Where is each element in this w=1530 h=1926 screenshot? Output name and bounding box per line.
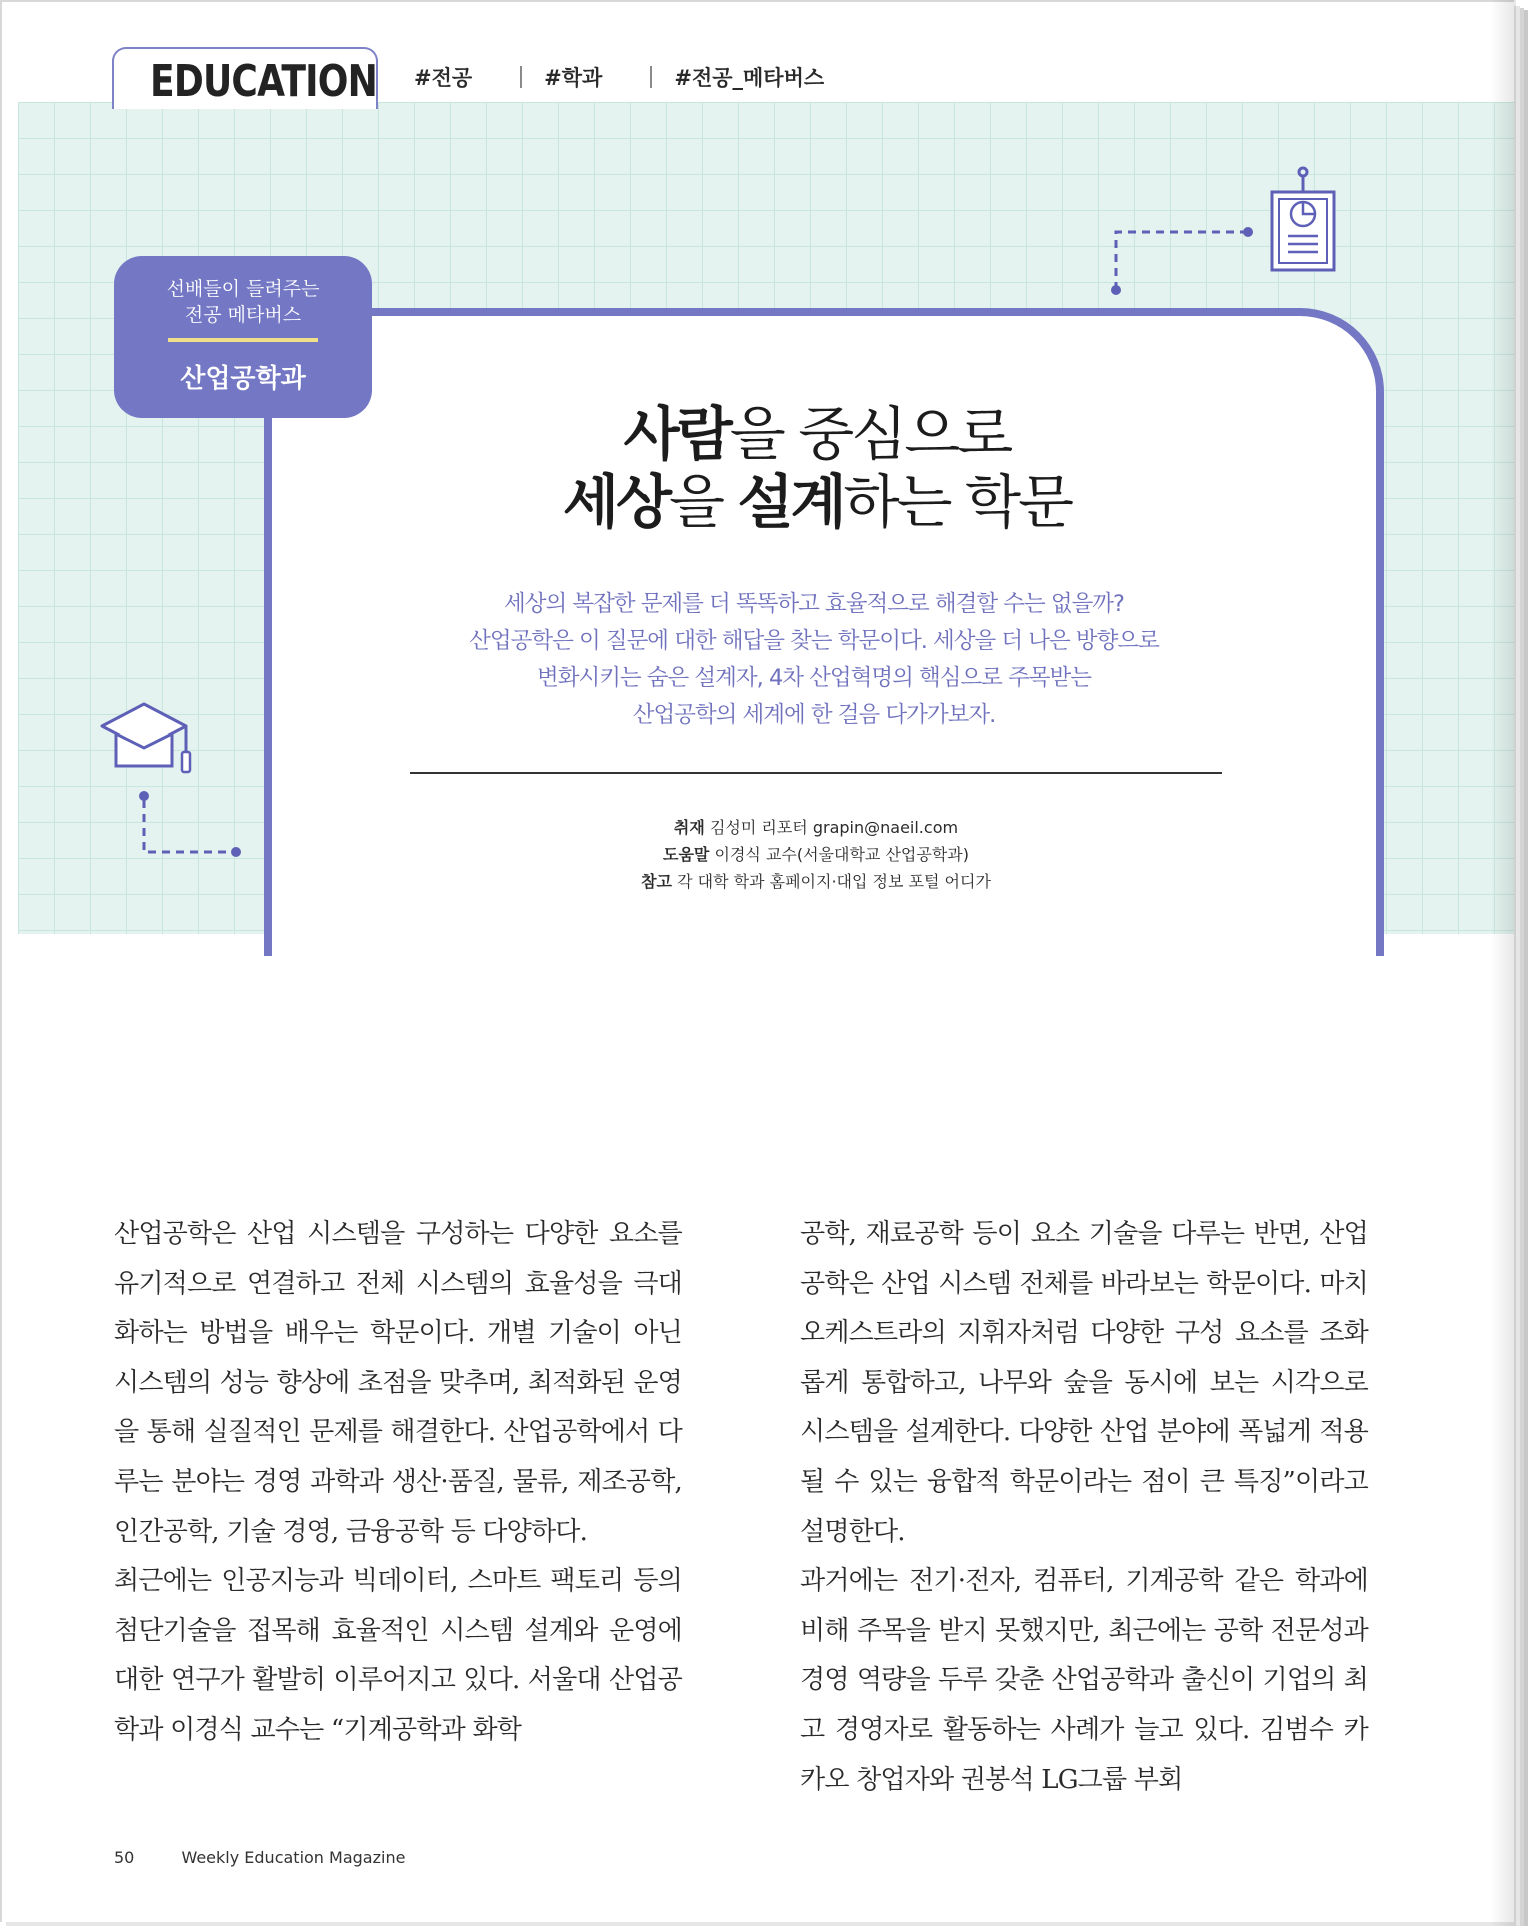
credit-label: 참고 bbox=[641, 872, 672, 891]
title-emphasis: 세상 bbox=[562, 468, 669, 536]
title-text: 하는 학문 bbox=[843, 468, 1072, 536]
magazine-name: Weekly Education Magazine bbox=[181, 1848, 406, 1867]
title-emphasis: 설계 bbox=[737, 468, 844, 536]
section-title: EDUCATION bbox=[150, 56, 378, 107]
credit-text: 각 대학 학과 홈페이지·대입 정보 포털 어디가 bbox=[677, 872, 991, 891]
body-paragraph: 산업공학은 산업 시스템을 구성하는 다양한 요소를 유기적으로 연결하고 전체 시스템의 효율성을 극대화하는 방법을 배우는 학문이다. 개별 기술이 아닌 시스템의 성능 향상에 초점을 맞추며, 최적화된 운영을 통해 실질적인 문제를 해결한다. 산업공학에서 다루는 분야는 경영 과학과 생산·품질, 물류, 제조공학, 인간공학, 기술 경영, 금융공학 등 다양하다. bbox=[114, 1219, 682, 1547]
tag-department: #학과 bbox=[544, 66, 603, 90]
body-column-left bbox=[114, 1210, 682, 1756]
page-footer bbox=[114, 1848, 405, 1867]
lede-line: 변화시키는 숨은 설계자, 4차 산업혁명의 핵심으로 주목받는 bbox=[536, 665, 1092, 691]
page-number: 50 bbox=[114, 1848, 135, 1867]
tag-list bbox=[414, 62, 824, 92]
department-badge bbox=[114, 256, 372, 418]
title-emphasis: 사람 bbox=[623, 400, 730, 468]
title-line-1 bbox=[342, 400, 1292, 468]
badge-subtitle-line: 선배들이 들려주는 bbox=[166, 278, 320, 300]
credit-text: 이경식 교수(서울대학교 산업공학과) bbox=[714, 845, 969, 864]
credit-advisor bbox=[410, 841, 1222, 868]
clipboard-chart-icon bbox=[1112, 166, 1342, 302]
credit-reporter bbox=[410, 814, 1222, 841]
lede-line: 산업공학은 이 질문에 대한 해답을 찾는 학문이다. 세상을 더 나은 방향으로 bbox=[469, 628, 1159, 654]
badge-subtitle-line: 전공 메타버스 bbox=[184, 304, 302, 326]
tag-metaverse: #전공_메타버스 bbox=[674, 66, 825, 90]
tag-divider bbox=[650, 66, 652, 88]
lede-line: 세상의 복잡한 문제를 더 똑똑하고 효율적으로 해결할 수는 없을까? bbox=[503, 591, 1124, 617]
graduation-cap-icon bbox=[98, 700, 248, 860]
title-line-2 bbox=[342, 468, 1292, 536]
lede-line: 산업공학의 세계에 한 걸음 다가가보자. bbox=[632, 702, 996, 728]
credit-reference bbox=[410, 868, 1222, 895]
tag-major: #전공 bbox=[414, 66, 473, 90]
body-paragraph: 최근에는 인공지능과 빅데이터, 스마트 팩토리 등의 첨단기술을 접목해 효율적인 시스템 설계와 운영에 대한 연구가 활발히 이루어지고 있다. 서울대 산업공학과 이경식 교수는 “기계공학과 화학 bbox=[114, 1566, 682, 1745]
title-text: 을 bbox=[668, 468, 738, 536]
title-text: 을 중심으로 bbox=[729, 400, 1011, 468]
credit-label: 도움말 bbox=[663, 845, 710, 864]
credit-text: 김성미 리포터 grapin@naeil.com bbox=[709, 818, 959, 837]
body-column-right bbox=[800, 1210, 1368, 1805]
credits bbox=[410, 814, 1222, 895]
badge-subtitle bbox=[114, 276, 372, 328]
badge-rule bbox=[168, 338, 318, 342]
badge-department: 산업공학과 bbox=[180, 364, 306, 394]
divider bbox=[410, 772, 1222, 774]
page-title bbox=[342, 400, 1292, 536]
tag-divider bbox=[520, 66, 522, 88]
lede-paragraph bbox=[364, 586, 1264, 734]
credit-label: 취재 bbox=[673, 818, 705, 837]
body-paragraph: 공학, 재료공학 등이 요소 기술을 다루는 반면, 산업공학은 산업 시스템 전체를 바라보는 학문이다. 마치 오케스트라의 지휘자처럼 다양한 구성 요소를 조화롭게 통합하고, 나무와 숲을 동시에 보는 시각으로 시스템을 설계한다. 다양한 산업 분야에 폭넓게 적용될 수 있는 융합적 학문이라는 점이 큰 특징”이라고 설명한다. bbox=[800, 1219, 1368, 1547]
body-paragraph: 과거에는 전기·전자, 컴퓨터, 기계공학 같은 학과에 비해 주목을 받지 못했지만, 최근에는 공학 전문성과 경영 역량을 두루 갖춘 산업공학과 출신이 기업의 최고 경영자로 활동하는 사례가 늘고 있다. 김범수 카카오 창업자와 권봉석 LG그룹 부회 bbox=[800, 1566, 1368, 1795]
